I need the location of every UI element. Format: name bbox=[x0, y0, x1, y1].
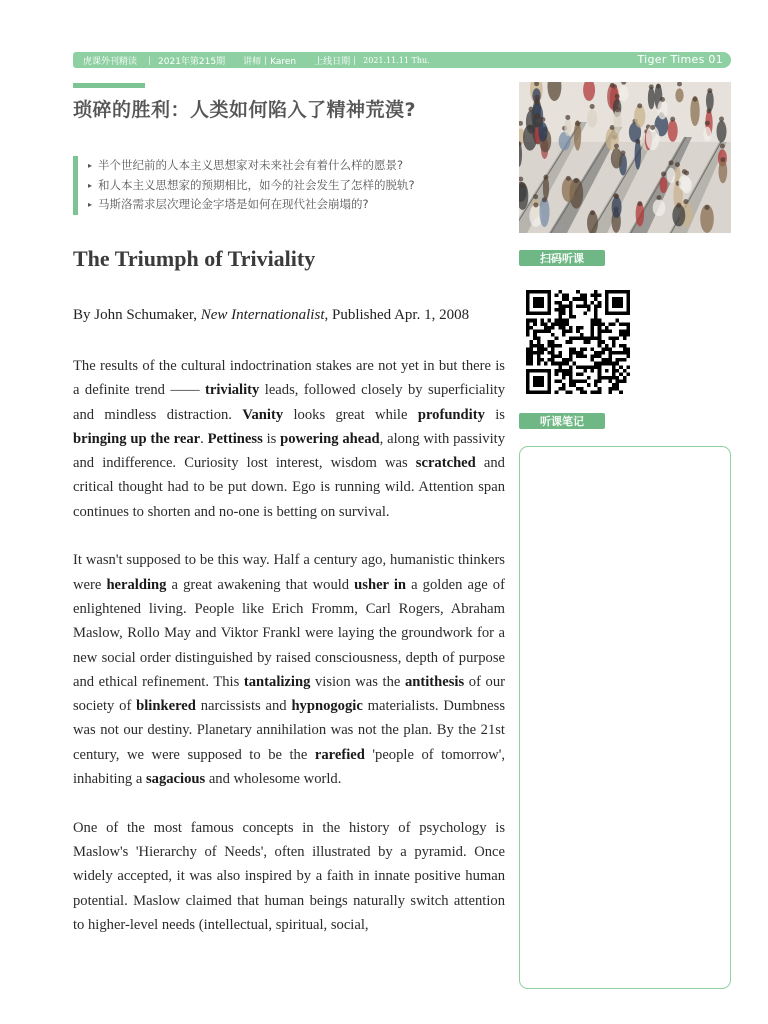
vocab-highlight: antithesis bbox=[404, 673, 465, 690]
question-item: ▸ 马斯洛需求层次理论金字塔是如何在现代社会崩塌的? bbox=[88, 195, 503, 215]
header-band bbox=[73, 52, 731, 68]
vocab-highlight: Pettiness bbox=[207, 430, 263, 447]
text-run: is bbox=[262, 430, 281, 447]
text-run: vision was the bbox=[310, 673, 405, 690]
text-run: and wholesome world. bbox=[205, 771, 342, 788]
vocab-highlight: blinkered bbox=[136, 698, 196, 715]
question-item: ▸ 半个世纪前的人本主义思想家对未来社会有着什么样的愿景? bbox=[88, 156, 503, 176]
text-run: One of the most famous concepts in the history of psychology is Maslow's 'Hierarchy of Needs', often illustrated by a pyramid. Once widely accepted, it was also inspired by a faith in innate positive human potential. Maslow claimed that human beings naturally switch attention to higher-level needs (intellectual, spiritual, social, bbox=[73, 819, 505, 933]
vocab-highlight: hypnogogic bbox=[291, 698, 363, 715]
text-run: It wasn't supposed to be this way. Half a century ago, humanistic thinkers were bbox=[73, 552, 505, 593]
article-body bbox=[73, 354, 505, 961]
vocab-highlight: profundity bbox=[417, 406, 485, 423]
chinese-title: 琐碎的胜利：人类如何陷入了精神荒漠? bbox=[73, 99, 417, 121]
escalator-crowd-photo bbox=[519, 82, 731, 233]
vocab-highlight: Vanity bbox=[242, 406, 284, 423]
vocab-highlight: bringing up the rear bbox=[73, 430, 201, 447]
triangle-bullet-icon: ▸ bbox=[88, 161, 93, 170]
vocab-highlight: tantalizing bbox=[243, 673, 311, 690]
vocab-highlight: scratched bbox=[415, 455, 476, 472]
byline-date: , Published Apr. 1, 2008 bbox=[324, 307, 470, 323]
qr-code-icon[interactable] bbox=[526, 290, 630, 394]
text-run: 'people of tomorrow', inhabiting a bbox=[73, 746, 505, 788]
publish-date: 2021.11.11 Thu. bbox=[363, 55, 430, 65]
vocab-highlight: powering ahead bbox=[280, 430, 380, 447]
date-label: 上线日期丨 bbox=[314, 56, 360, 67]
text-run: is bbox=[484, 406, 505, 423]
vocab-highlight: triviality bbox=[205, 382, 260, 399]
english-title: The Triumph of Triviality bbox=[73, 246, 316, 271]
byline bbox=[73, 307, 505, 324]
lecturer: 讲师丨Karen bbox=[243, 56, 297, 67]
issue-number: 2021年第215期 bbox=[158, 56, 226, 67]
course-name: 虎课外刊精读 bbox=[83, 56, 138, 67]
text-run: a golden age of enlightened living. People like Erich Fromm, Carl Rogers, Abraham Maslow, Rollo May and Viktor Frankl were laying the groundwork for a new social order distinguished by raised consciousness, depth of purpose and ethical refinement. This bbox=[73, 576, 505, 690]
vocab-highlight: rarefied bbox=[314, 746, 365, 763]
byline-author: By John Schumaker, bbox=[73, 307, 201, 323]
article-paragraph bbox=[73, 816, 505, 937]
question-item: ▸ 和人本主义思想家的预期相比，如今的社会发生了怎样的脱轨? bbox=[88, 176, 503, 196]
text-run: of our society of bbox=[73, 673, 505, 715]
article-paragraph bbox=[73, 548, 505, 791]
notes-area[interactable] bbox=[519, 446, 731, 989]
text-run: a great awakening that would bbox=[166, 576, 355, 593]
byline-publication: New Internationalist bbox=[200, 307, 325, 323]
notes-tag: 听课笔记 bbox=[519, 413, 605, 429]
text-run: materialists. Dumbness was not our destiny. Planetary annihilation was not the plan. By the 21st century, we were supposed to be the bbox=[73, 698, 505, 763]
scan-to-listen-tag: 扫码听课 bbox=[519, 250, 605, 266]
title-accent-bar bbox=[73, 83, 145, 88]
text-run: looks great while bbox=[283, 406, 418, 423]
triangle-bullet-icon: ▸ bbox=[88, 200, 93, 209]
header-separator: 丨 bbox=[145, 56, 155, 67]
text-run: leads, followed closely by superficiality and mindless distraction. bbox=[73, 382, 505, 423]
triangle-bullet-icon: ▸ bbox=[88, 180, 93, 190]
text-run: . bbox=[200, 430, 208, 447]
vocab-highlight: sagacious bbox=[145, 771, 206, 788]
vocab-highlight: usher in bbox=[354, 576, 407, 593]
guiding-questions bbox=[73, 156, 503, 215]
text-run: The results of the cultural indoctrination stakes are not yet in but there is a definite trend —— bbox=[73, 358, 505, 399]
text-run: and critical thought had to be put down. Ego is running wild. Attention span continues to shorten and no-one is betting on survival. bbox=[73, 455, 505, 520]
brand-name: Tiger Times 01 bbox=[637, 53, 723, 66]
vocab-highlight: heralding bbox=[106, 576, 167, 593]
text-run: , along with passivity and indifference. Curiosity lost interest, wisdom was bbox=[73, 430, 505, 472]
text-run: narcissists and bbox=[195, 698, 292, 715]
article-paragraph bbox=[73, 354, 505, 524]
